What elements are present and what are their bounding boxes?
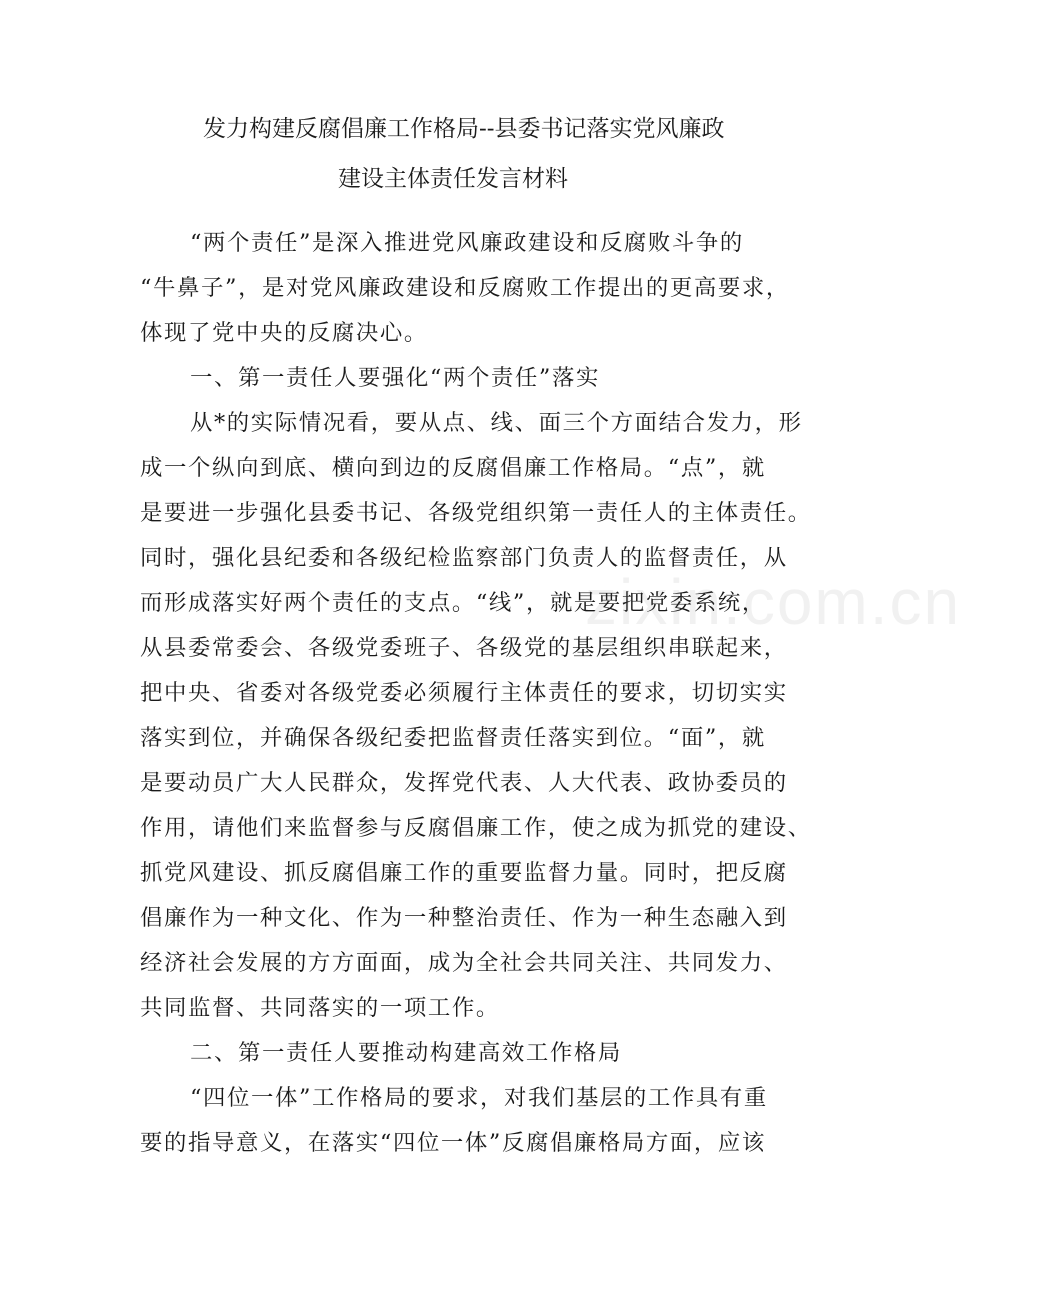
- paragraph-line: 成一个纵向到底、横向到边的反腐倡廉工作格局。“点”，就: [140, 455, 766, 481]
- document-title-line-1: 发力构建反腐倡廉工作格局--县委书记落实党风廉政: [203, 116, 725, 142]
- section-heading-2: 二、第一责任人要推动构建高效工作格局: [190, 1040, 622, 1066]
- section-heading-1: 一、第一责任人要强化“两个责任”落实: [190, 365, 600, 391]
- watermark: zixin.com.cn: [585, 566, 962, 638]
- paragraph-line: 倡廉作为一种文化、作为一种整治责任、作为一种生态融入到: [140, 905, 788, 931]
- paragraph-line: 经济社会发展的方方面面，成为全社会共同关注、共同发力、: [140, 950, 788, 976]
- paragraph-line: 是要动员广大人民群众，发挥党代表、人大代表、政协委员的: [140, 770, 788, 796]
- paragraph-line: “两个责任”是深入推进党风廉政建设和反腐败斗争的: [190, 230, 744, 256]
- paragraph-line: 作用，请他们来监督参与反腐倡廉工作，使之成为抓党的建设、: [140, 815, 812, 841]
- paragraph-line: 同时，强化县纪委和各级纪检监察部门负责人的监督责任，从: [140, 545, 788, 571]
- paragraph-line: 抓党风建设、抓反腐倡廉工作的重要监督力量。同时，把反腐: [140, 860, 788, 886]
- paragraph-line: 而形成落实好两个责任的支点。“线”，就是要把党委系统，: [140, 590, 766, 616]
- paragraph-line: 落实到位，并确保各级纪委把监督责任落实到位。“面”，就: [140, 725, 766, 751]
- paragraph-line: 把中央、省委对各级党委必须履行主体责任的要求，切切实实: [140, 680, 788, 706]
- paragraph-line: “四位一体”工作格局的要求，对我们基层的工作具有重: [190, 1085, 768, 1111]
- paragraph-line: 是要进一步强化县委书记、各级党组织第一责任人的主体责任。: [140, 500, 812, 526]
- paragraph-line: 从*的实际情况看，要从点、线、面三个方面结合发力，形: [190, 410, 803, 436]
- document-title-line-2: 建设主体责任发言材料: [338, 166, 568, 192]
- paragraph-line: 从县委常委会、各级党委班子、各级党的基层组织串联起来，: [140, 635, 788, 661]
- paragraph-line: 体现了党中央的反腐决心。: [140, 320, 428, 346]
- paragraph-line: 要的指导意义，在落实“四位一体”反腐倡廉格局方面，应该: [140, 1130, 766, 1156]
- paragraph-line: “牛鼻子”，是对党风廉政建设和反腐败工作提出的更高要求，: [140, 275, 790, 301]
- paragraph-line: 共同监督、共同落实的一项工作。: [140, 995, 500, 1021]
